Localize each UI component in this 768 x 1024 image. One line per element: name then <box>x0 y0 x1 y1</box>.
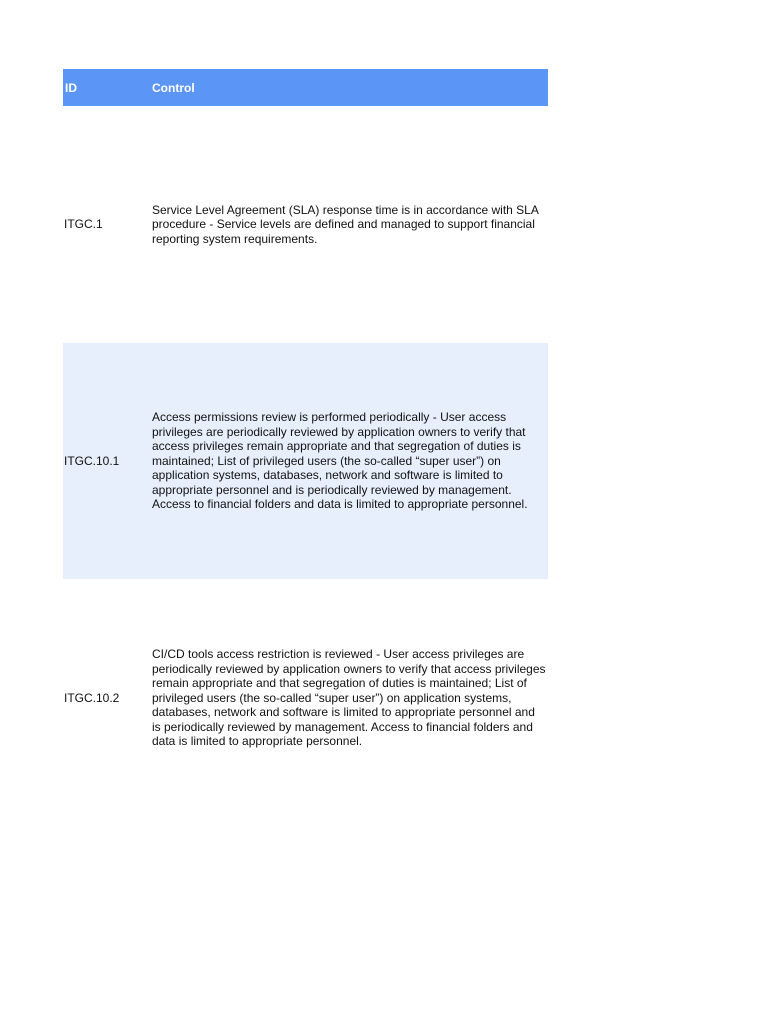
table-row <box>63 343 548 579</box>
table-header <box>63 69 548 106</box>
row-control-text: CI/CD tools access restriction is reviewed - User access privileges are periodically reviewed by application owners to verify that access privileges remain appropriate and that segregation of duties is maintained; List of privileged users (the so-called “super user”) on application systems, databases, network and software is limited to appropriate personnel and is periodically reviewed by management. Access to financial folders and data is limited to appropriate personnel. <box>152 647 546 749</box>
table-row <box>63 106 548 343</box>
row-control-text: Service Level Agreement (SLA) response time is in accordance with SLA procedure - Service levels are defined and managed to support financial reporting system requirements. <box>152 202 539 246</box>
row-control-text: Access permissions review is performed periodically - User access privileges are periodically reviewed by application owners to verify that access privileges remain appropriate and that segregation of duties is maintained; List of privileged users (the so-called “super user”) on application systems, databases, network and software is limited to appropriate personnel and is periodically reviewed by management. Access to financial folders and data is limited to appropriate personnel. <box>152 410 528 512</box>
controls-table <box>63 69 548 817</box>
header-control: Control <box>152 80 195 95</box>
row-id: ITGC.10.2 <box>64 690 120 705</box>
row-id: ITGC.1 <box>64 217 103 232</box>
header-id: ID <box>65 80 77 95</box>
table-row <box>63 579 548 817</box>
row-id: ITGC.10.1 <box>64 453 120 468</box>
